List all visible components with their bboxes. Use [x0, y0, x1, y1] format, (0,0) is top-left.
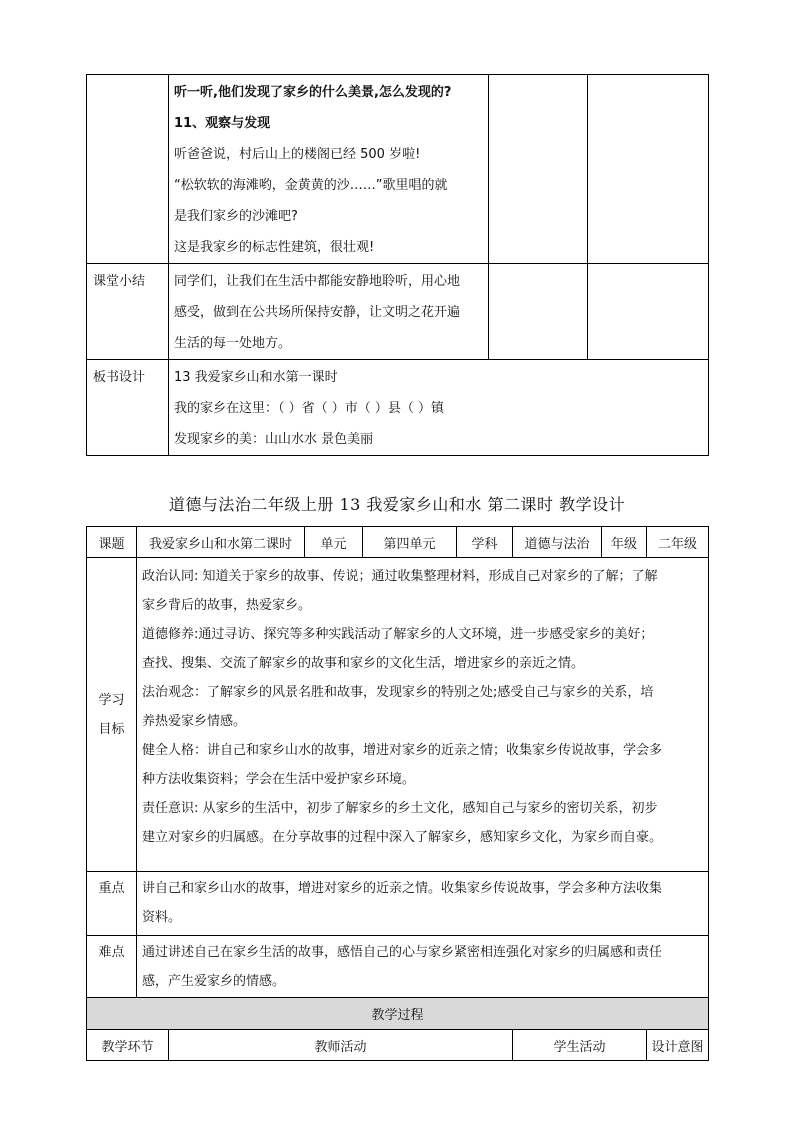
goal-line: 责任意识: 从家乡的生活中，初步了解家乡的乡土文化，感知自己与家乡的密切关系，初步 [142, 801, 658, 816]
document-title: 道德与法治二年级上册 13 我爱家乡山和水 第二课时 教学设计 [168, 495, 626, 514]
board-content-cell [169, 360, 709, 456]
summary-line: 生活的每一处地方。 [174, 336, 292, 351]
activity-student-cell [489, 75, 588, 264]
difficulty-line: 通过讲述自己在家乡生活的故事，感悟自己的心与家乡紧密相连强化对家乡的归属感和责任 [142, 945, 663, 960]
activity-line: 这是我家乡的标志性建筑，很壮观! [174, 240, 375, 255]
col-student-activity: 学生活动 [513, 1030, 647, 1061]
key-points-row [87, 872, 709, 936]
summary-student-cell [489, 264, 588, 360]
goal-line: 种方法收集资料；学会在生活中爱护家乡环境。 [142, 772, 416, 787]
difficulties-label: 难点 [87, 936, 137, 998]
unit-value: 第四单元 [363, 527, 457, 558]
board-label-cell [87, 360, 169, 456]
activity-line: “松软软的海滩哟，金黄黄的沙……”歌里唱的就 [174, 178, 448, 193]
activity-heading: 11、观察与发现 [174, 116, 271, 131]
goal-line: 法治观念：了解家乡的风景名胜和故事，发现家乡的特别之处;感受自己与家乡的关系，培 [142, 685, 654, 700]
process-columns-row [87, 1030, 709, 1061]
goals-label-line1: 学习 [98, 692, 125, 708]
col-stage: 教学环节 [87, 1030, 169, 1061]
summary-label-cell [87, 264, 169, 360]
goals-row [87, 558, 709, 872]
grade-label: 年级 [602, 527, 647, 558]
key-points-label: 重点 [87, 872, 137, 936]
board-line: 我的家乡在这里：（ ）省（ ）市（ ）县（ ）镇 [174, 401, 445, 416]
key-point-line: 讲自己和家乡山水的故事，增进对家乡的近亲之情。收集家乡传说故事，学会多种方法收集 [142, 881, 663, 896]
unit-label: 单元 [305, 527, 363, 558]
goal-line: 养热爱家乡情感。 [142, 714, 247, 729]
col-teacher-activity: 教师活动 [169, 1030, 513, 1061]
goal-line: 道德修养:通过寻访、探究等多种实践活动了解家乡的人文环境，进一步感受家乡的美好； [142, 627, 654, 642]
summary-label: 课堂小结 [93, 274, 146, 289]
board-line: 发现家乡的美：山山水水 景色美丽 [174, 432, 374, 447]
activity-intent-cell [588, 75, 709, 264]
goal-line: 家乡背后的故事，热爱家乡。 [142, 598, 312, 613]
process-title-row [87, 998, 709, 1030]
activity-row [87, 75, 709, 264]
lesson-design-table [86, 526, 709, 1061]
activity-teacher-cell [169, 75, 489, 264]
activity-question: 听一听,他们发现了家乡的什么美景,怎么发现的? [174, 85, 452, 100]
difficulties-row [87, 936, 709, 998]
goals-label-line2: 目标 [98, 721, 125, 737]
summary-content-cell [169, 264, 489, 360]
subject-value: 道德与法治 [513, 527, 602, 558]
board-line: 13 我爱家乡山和水第一课时 [174, 370, 338, 385]
topic-value: 我爱家乡山和水第二课时 [137, 527, 305, 558]
process-title: 教学过程 [87, 998, 709, 1030]
summary-line: 同学们，让我们在生活中都能安静地聆听，用心地 [174, 274, 461, 289]
goals-label-cell [87, 558, 137, 872]
difficulty-line: 感，产生爱家乡的情感。 [142, 974, 286, 989]
summary-line: 感受，做到在公共场所保持安静，让文明之花开遍 [174, 305, 461, 320]
grade-value: 二年级 [647, 527, 709, 558]
board-row [87, 360, 709, 456]
key-point-line: 资料。 [142, 910, 182, 925]
summary-row [87, 264, 709, 360]
activity-line: 是我们家乡的沙滩吧? [174, 209, 298, 224]
board-label: 板书设计 [93, 370, 146, 385]
topic-label: 课题 [87, 527, 137, 558]
goal-line: 健全人格：讲自己和家乡山水的故事，增进对家乡的近亲之情；收集家乡传说故事，学会多 [142, 743, 663, 758]
col-design-intent: 设计意图 [647, 1030, 709, 1061]
subject-label: 学科 [457, 527, 513, 558]
difficulties-content-cell [137, 936, 709, 998]
goal-line: 政治认同: 知道关于家乡的故事、传说；通过收集整理材料，形成自己对家乡的了解；了解 [142, 569, 658, 584]
activity-line: 听爸爸说，村后山上的楼阁已经 500 岁啦! [174, 147, 421, 162]
key-points-content-cell [137, 872, 709, 936]
goals-content-cell [137, 558, 709, 872]
lesson-continuation-table [86, 74, 709, 456]
header-row [87, 527, 709, 558]
summary-intent-cell [588, 264, 709, 360]
goal-line: 建立对家乡的归属感。在分享故事的过程中深入了解家乡，感知家乡文化，为家乡而自豪。 [142, 830, 663, 845]
activity-stage-cell [87, 75, 169, 264]
goal-line: 查找、搜集、交流了解家乡的故事和家乡的文化生活，增进家乡的亲近之情。 [142, 656, 585, 671]
